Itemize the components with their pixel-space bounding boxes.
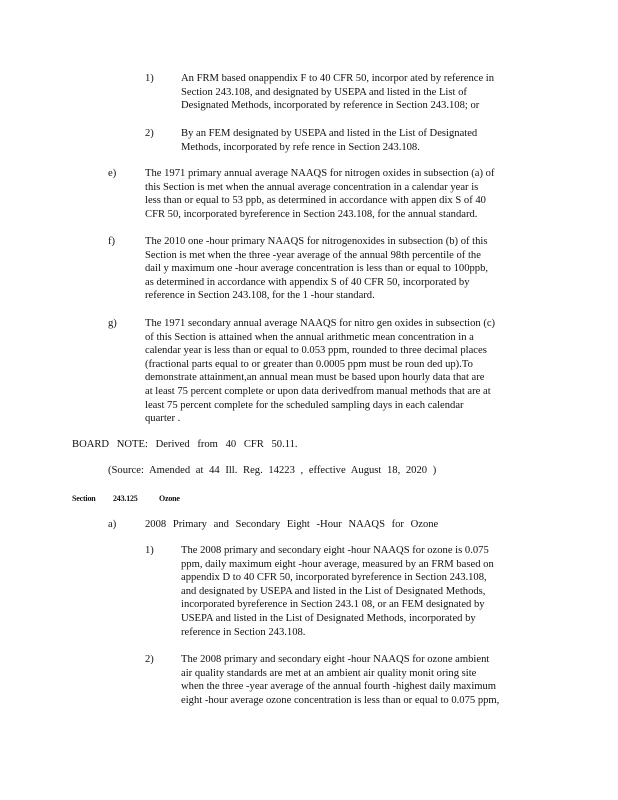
item-label: 2) [145, 128, 154, 139]
item-label: e) [108, 168, 117, 179]
item-text [145, 317, 541, 426]
text-line: The 1971 secondary annual average NAAQS for nitro gen oxides in subsection (c) [145, 318, 496, 329]
text-line: least 75 percent complete for the scheduled sampling days in each calendar [145, 399, 464, 411]
text-line: calendar year is less than or equal to 0.053 ppm, rounded to three decimal places [145, 345, 487, 357]
text-line: appendix D to 40 CFR 50, incorporated byreference in Section 243.108, [181, 572, 487, 584]
text-line: Section 243.108, and designated by USEPA and listed in the List of [181, 86, 467, 98]
text-line: Designated Methods, incorporated by reference in Section 243.108; or [181, 100, 480, 112]
text-line: USEPA and listed in the List of Designated Methods, incorporated by [181, 612, 476, 624]
section-number: 243.125 [113, 494, 138, 503]
item-label: f) [108, 236, 116, 247]
text-line: Methods, incorporated by refe rence in Section 243.108. [181, 141, 420, 153]
text-line: quarter . [145, 413, 181, 425]
item-text [145, 167, 541, 221]
board-note: BOARD NOTE: Derived from 40 CFR 50.11. [72, 439, 298, 450]
section-heading [72, 492, 272, 506]
text-line: (fractional parts equal to or greater than 0.0005 ppm must be roun ded up).To [145, 358, 473, 370]
text-line: incorporated byreference in Section 243.1 08, or an FEM designated by [181, 599, 485, 611]
text-line: this Section is met when the annual average concentration in a calendar year is [145, 181, 479, 193]
text-line: when the three -year average of the annual fourth -highest daily maximum [181, 681, 497, 693]
section-word: Section [72, 494, 96, 503]
text-line: dail y maximum one -hour average concentration is less than or equal to 100ppb, [145, 263, 489, 275]
item-text [145, 235, 531, 303]
item-label: 1) [145, 545, 154, 556]
text-line: as determined in accordance with appendix S of 40 CFR 50, incorporated by [145, 276, 470, 288]
text-line: and designated by USEPA and listed in the List of Designated Methods, [181, 585, 486, 597]
text-line: reference in Section 243.108. [181, 626, 306, 638]
item-text [181, 127, 511, 154]
text-line: air quality standards are met at an ambient air quality monit oring site [181, 667, 477, 679]
item-label: a) [108, 519, 117, 530]
item-text [181, 72, 537, 113]
text-line: reference in Section 243.108, for the 1 -hour standard. [145, 290, 375, 302]
text-line: at least 75 percent complete or upon data derivedfrom manual methods that are at [145, 385, 491, 397]
item-label: 1) [145, 73, 154, 84]
text-line: The 2010 one -hour primary NAAQS for nitrogenoxides in subsection (b) of this [145, 236, 488, 247]
item-text [181, 653, 537, 707]
text-line: CFR 50, incorporated byreference in Section 243.108, for the annual standard. [145, 208, 478, 220]
text-line: ppm, daily maximum eight -hour average, measured by an FRM based on [181, 558, 494, 570]
text-line: An FRM based onappendix F to 40 CFR 50, incorpor ated by reference in [181, 73, 495, 84]
text-line: The 2008 primary and secondary eight -hour NAAQS for ozone is 0.075 [181, 545, 489, 556]
text-line: Section is met when the three -year average of the annual 98th percentile of the [145, 249, 481, 261]
item-text [181, 544, 533, 639]
section-title: Ozone [159, 494, 180, 503]
text-line: The 1971 primary annual average NAAQS for nitrogen oxides in subsection (a) of [145, 168, 495, 179]
text-line: The 2008 primary and secondary eight -hour NAAQS for ozone ambient [181, 654, 490, 665]
item-text: 2008 Primary and Secondary Eight -Hour NAAQS for Ozone [145, 519, 439, 530]
item-label: 2) [145, 654, 154, 665]
text-line: eight -hour average ozone concentration is less than or equal to 0.075 ppm, [181, 694, 500, 706]
text-line: of this Section is attained when the annual arithmetic mean concentration in a [145, 331, 474, 343]
source-note: (Source: Amended at 44 Ill. Reg. 14223 , effective August 18, 2020 ) [108, 465, 437, 476]
text-line: less than or equal to 53 ppb, as determined in accordance with appen dix S of 40 [145, 195, 486, 207]
text-line: demonstrate attainment,an annual mean must be based upon hourly data that are [145, 372, 485, 384]
item-label: g) [108, 318, 117, 329]
text-line: By an FEM designated by USEPA and listed in the List of Designated [181, 128, 478, 139]
